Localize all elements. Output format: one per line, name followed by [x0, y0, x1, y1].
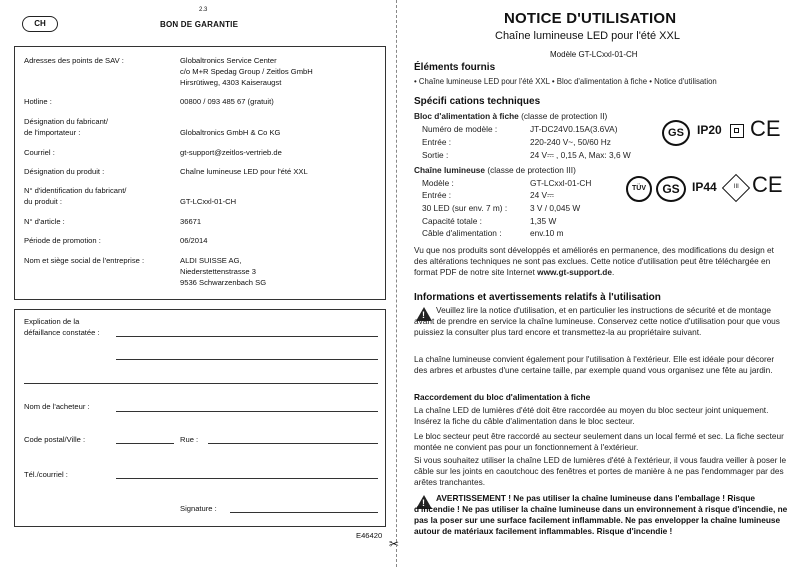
website-link[interactable]: www.gt-support.de	[537, 266, 612, 277]
ce-mark-icon: CE	[750, 116, 781, 141]
label-product: Désignation du produit :	[24, 167, 105, 176]
value-manufacturer: Globaltronics GmbH & Co KG	[180, 128, 281, 137]
supplied-heading: Éléments fournis	[414, 62, 496, 73]
postal-field-line[interactable]	[116, 443, 174, 444]
supplied-items: • Chaîne lumineuse LED pour l'été XXL • Bloc d'alimentation à fiche • Notice d'utilisation	[414, 77, 717, 86]
failure-field-line-3[interactable]	[24, 383, 378, 384]
label-service-addresses: Adresses des points de SAV :	[24, 56, 124, 65]
signature-field-line[interactable]	[230, 512, 378, 513]
street-label: Rue :	[180, 435, 199, 444]
failure-label-2: défaillance constatée :	[24, 328, 100, 337]
value-product: Chaîne lumineuse LED pour l'été XXL	[180, 167, 308, 176]
chain-value-3: 1,35 W	[530, 216, 557, 226]
warranty-title: BON DE GARANTIE	[160, 20, 239, 29]
value-article: 36671	[180, 217, 202, 226]
scissors-icon: ✂	[389, 537, 400, 551]
buyer-label: Nom de l'acheteur :	[24, 402, 90, 411]
manual-title: NOTICE D'UTILISATION	[504, 10, 677, 27]
warning-paragraph: AVERTISSEMENT ! Ne pas utiliser la chaîne lumineuse dans l'emballage ! Risque d'incendie ! Ne pas utiliser la chaîne lumineuse dans un environnement à risque d'incendie, ne pas la poser sur une surface facilement inflammable. Ne pas envelopper la chaîne lumineuse autour de matériaux facilement inflammables. Risque d'incendie !	[414, 493, 788, 536]
value-hotline: 00800 / 093 485 67 (gratuit)	[180, 97, 274, 106]
value-id: GT-LCxxl-01-CH	[180, 197, 237, 206]
gs-mark-icon: GS	[662, 120, 690, 146]
chain-value-4: env.10 m	[530, 228, 564, 238]
class-3-label: III	[733, 184, 739, 191]
chain-value-0: GT-LCxxl-01-CH	[530, 178, 592, 188]
phone-label: Tél./courriel :	[24, 470, 68, 479]
safety-heading: Informations et avertissements relatifs à l'utilisation	[414, 292, 661, 303]
label-company: Nom et siège social de l'entreprise :	[24, 256, 145, 265]
psu-value-0: JT-DC24V0.15A(3.6VA)	[530, 124, 618, 134]
gs-mark-chain-icon: GS	[656, 176, 686, 202]
label-id-1: N° d'identification du fabricant/	[24, 186, 127, 195]
chain-value-1: 24 V⎓	[530, 190, 554, 200]
value-company-line3: 9536 Schwarzenbach SG	[180, 278, 267, 287]
buyer-field-line[interactable]	[116, 411, 378, 412]
label-hotline: Hotline :	[24, 97, 52, 106]
chain-heading	[414, 165, 576, 176]
manual-model: Modèle GT-LCxxl-01-CH	[550, 50, 638, 59]
street-field-line[interactable]	[208, 443, 378, 444]
psu-value-1: 220-240 V~, 50/60 Hz	[530, 137, 611, 147]
value-company-line1: ALDI SUISSE AG,	[180, 256, 242, 265]
chain-heading-bold: Chaîne lumineuse	[414, 165, 486, 175]
chain-label-0: Modèle :	[422, 178, 454, 188]
psu-heading-rest: (classe de protection II)	[518, 111, 608, 121]
failure-field-line-2[interactable]	[116, 359, 378, 360]
label-promotion: Période de promotion :	[24, 236, 101, 245]
label-manufacturer-2: de l'importateur :	[24, 128, 81, 137]
psu-label-1: Entrée :	[422, 137, 452, 147]
value-service-line2: c/o M+R Spedag Group / Zeitlos GmbH	[180, 67, 313, 76]
phone-field-line[interactable]	[116, 478, 378, 479]
specs-heading: Spécifi cations techniques	[414, 96, 541, 107]
safety-paragraph-2: La chaîne lumineuse convient également pour l'utilisation à l'extérieur. Elle est idéale pour décorer des arbres et arbustes d'une certaine taille, par exemple quand vous organisez une fête au jardin.	[414, 354, 775, 375]
cut-line	[396, 0, 397, 567]
psu-label-0: Numéro de modèle :	[422, 124, 498, 134]
manual-subtitle: Chaîne lumineuse LED pour l'été XXL	[495, 30, 680, 42]
label-id-2: du produit :	[24, 197, 62, 206]
psu-label-2: Sortie :	[422, 150, 449, 160]
chain-value-2: 3 V / 0,045 W	[530, 203, 581, 213]
tuv-mark-icon: TÜV	[626, 176, 652, 202]
ip44-mark: IP44	[692, 180, 717, 194]
postal-label: Code postal/Ville :	[24, 435, 86, 444]
signature-label: Signature :	[180, 504, 217, 513]
improvement-notice: Vu que nos produits sont développés et améliorés en permanence, des modifications du design et des altérations techniques ne sont pas exclues. Cette notice d'utilisation peut être téléchargée en format PDF de notre site Internet www.gt-support.de.	[414, 245, 774, 277]
psu-heading-bold: Bloc d'alimentation à fiche	[414, 111, 519, 121]
connect-heading: Raccordement du bloc d'alimentation à fiche	[414, 392, 591, 402]
value-service-line3: Hirsrütiweg, 4303 Kaiseraugst	[180, 78, 282, 87]
label-article: N° d'article :	[24, 217, 65, 226]
class-2-icon	[730, 124, 744, 138]
psu-heading	[414, 111, 607, 122]
failure-label-1: Explication de la	[24, 317, 80, 326]
connect-paragraph-1: La chaîne LED de lumières d'été doit être raccordée au moyen du bloc secteur joint uniquement. Insérez la fiche du câble d'alimentation dans le bloc secteur.	[414, 405, 769, 426]
chain-heading-rest: (classe de protection III)	[485, 165, 576, 175]
psu-value-2: 24 V⎓ , 0,15 A, Max: 3,6 W	[530, 150, 631, 160]
country-badge: CH	[22, 16, 58, 32]
label-email: Courriel :	[24, 148, 55, 157]
page-number: 2.3	[199, 7, 208, 13]
document-number: E46420	[356, 531, 383, 540]
value-promotion: 06/2014	[180, 236, 208, 245]
value-company-line2: Niederstettenstrasse 3	[180, 267, 256, 276]
value-email: gt-support@zeitlos-vertrieb.de	[180, 148, 282, 157]
chain-label-3: Capacité totale :	[422, 216, 482, 226]
connect-paragraph-3: Si vous souhaitez utiliser la chaîne LED de lumières d'été à l'extérieur, il vous faudra veiller à poser le câble sur les joints en caoutchouc des fenêtres et portes de manière à ne pas l'endommager par des arêtes tranchantes.	[414, 455, 787, 487]
chain-label-4: Câble d'alimentation :	[422, 228, 502, 238]
failure-field-line-1[interactable]	[116, 336, 378, 337]
improvement-text: Vu que nos produits sont développés et améliorés en permanence, des modifications du design et des altérations techniques ne sont pas exclues. Cette notice d'utilisation peut être téléchargée en format PDF de notre site Internet	[414, 245, 774, 277]
class-3-icon	[722, 174, 750, 202]
ce-mark-chain-icon: CE	[752, 172, 783, 197]
value-service-line1: Globaltronics Service Center	[180, 56, 277, 65]
warranty-form-box	[14, 309, 386, 527]
ip20-mark: IP20	[697, 123, 722, 137]
chain-label-2: 30 LED (sur env. 7 m) :	[422, 203, 508, 213]
label-manufacturer-1: Désignation du fabricant/	[24, 117, 109, 126]
chain-label-1: Entrée :	[422, 190, 452, 200]
safety-paragraph-1: Veuillez lire la notice d'utilisation, et en particulier les instructions de sécurité et de montage avant de prendre en service la chaîne lumineuse. Conservez cette notice d'utilisation pour que vous puissiez la consulter plus tard encore et transmettez-la au propriétaire suivant.	[414, 305, 780, 337]
connect-paragraph-2: Le bloc secteur peut être raccordé au secteur seulement dans un local fermé et sec. La fiche secteur montée ne convient pas pour un fonctionnement à l'extérieur.	[414, 431, 784, 452]
